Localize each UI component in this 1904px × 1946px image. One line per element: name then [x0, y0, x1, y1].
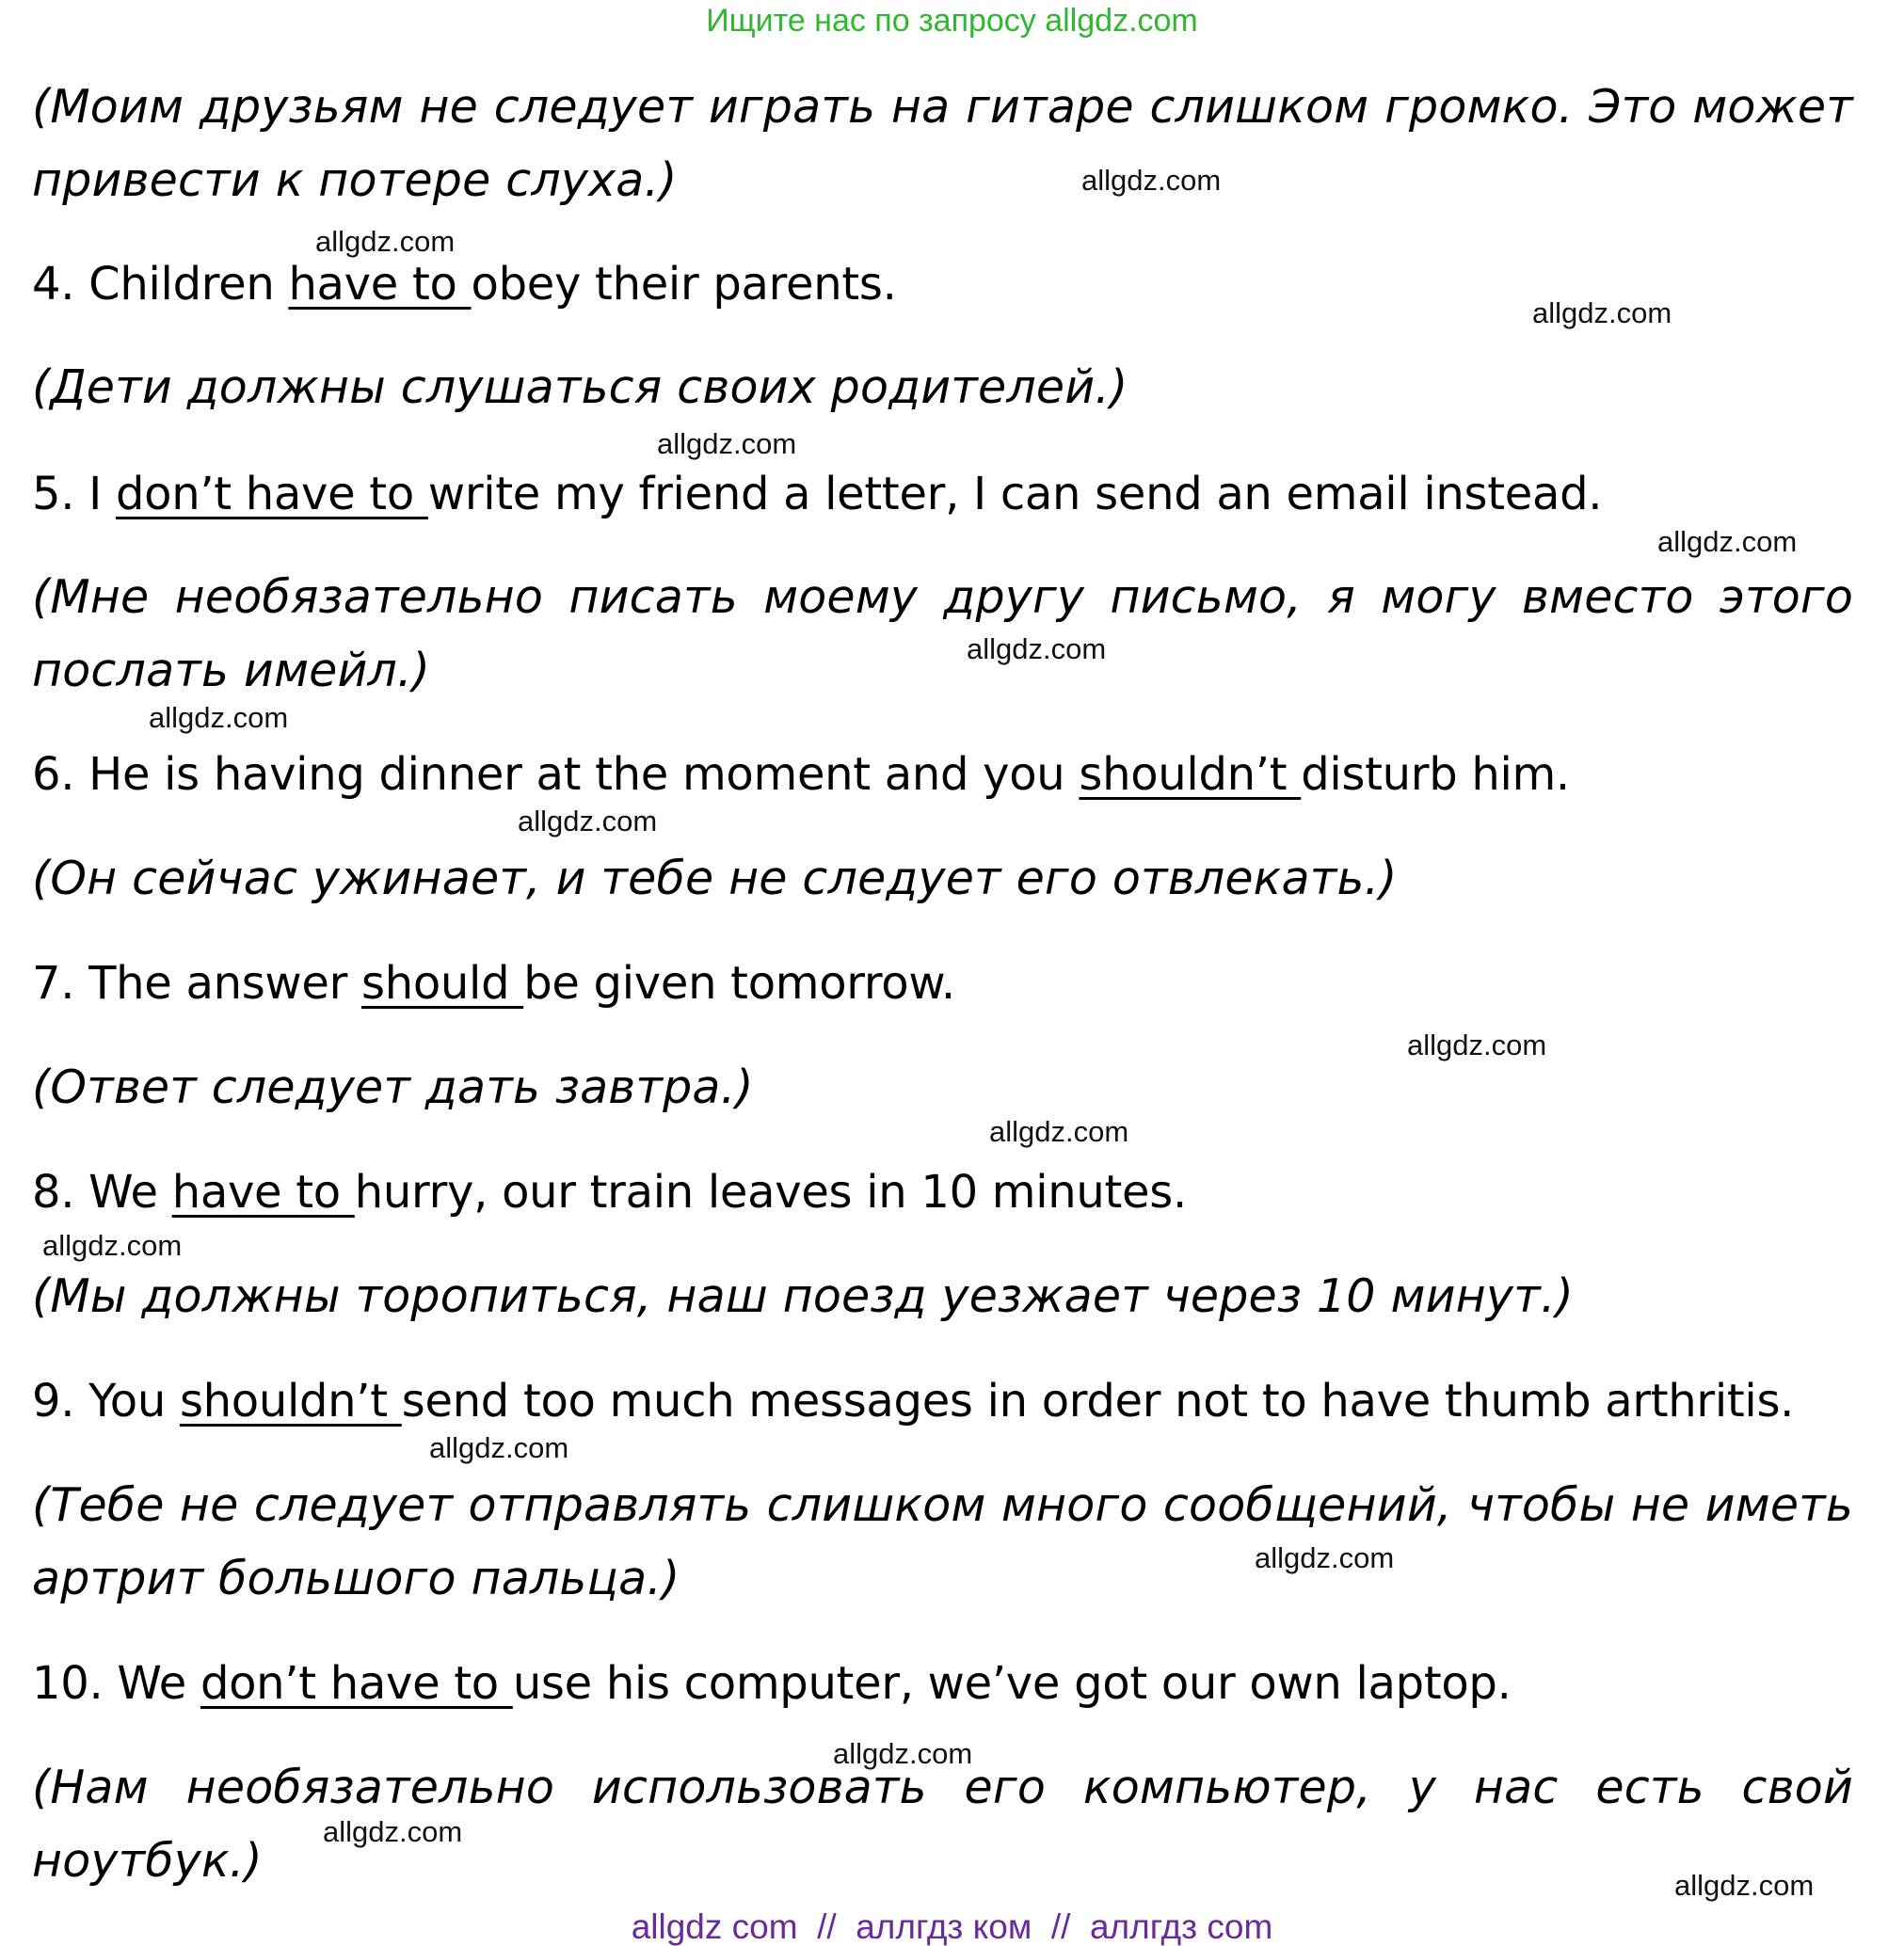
- sentence-7: [32, 955, 955, 1012]
- sentence-7-modal: should: [361, 957, 524, 1010]
- watermark: allgdz.com: [1255, 1541, 1395, 1574]
- sentence-10-start: 10. We: [32, 1657, 200, 1710]
- footer-watermark: allgdz com // аллгдз ком // аллгдз com: [631, 1907, 1273, 1946]
- watermark: allgdz.com: [149, 701, 289, 734]
- translation-6: (Он сейчас ужинает, и тебе не следует его отвлекать.): [32, 852, 1398, 905]
- sentence-10-modal: don’t have to: [200, 1657, 513, 1710]
- search-banner: Ищите нас по запросу allgdz.com: [706, 3, 1198, 39]
- translation-7: (Ответ следует дать завтра.): [32, 1061, 754, 1114]
- sentence-9-end: send too much messages in order not to have thumb arthritis.: [401, 1375, 1795, 1428]
- sentence-9-start: 9. You: [32, 1375, 180, 1428]
- translation-5-line-2: послать имейл.): [32, 644, 431, 697]
- watermark: allgdz.com: [657, 427, 797, 460]
- sentence-8: [32, 1164, 1187, 1220]
- translation-10-line-2: ноутбук.): [32, 1834, 263, 1888]
- translation-10-line-1: (Нам необязательно использовать его компьютер, у нас есть свой: [32, 1761, 1853, 1814]
- watermark: allgdz.com: [323, 1815, 463, 1848]
- sentence-8-end: hurry, our train leaves in 10 minutes.: [354, 1166, 1187, 1219]
- sentence-6-end: disturb him.: [1301, 748, 1570, 801]
- watermark: allgdz.com: [989, 1115, 1129, 1148]
- watermark: allgdz.com: [315, 225, 456, 258]
- sentence-10-end: use his computer, we’ve got our own laptop.: [512, 1657, 1512, 1710]
- watermark: allgdz.com: [1081, 164, 1222, 197]
- sentence-4-start: 4. Children: [32, 258, 289, 311]
- translation-9-line-1: (Тебе не следует отправлять слишком много сообщений, чтобы не иметь: [32, 1478, 1853, 1532]
- translation-3-line-2: привести к потере слуха.): [32, 153, 678, 207]
- watermark: allgdz.com: [1532, 296, 1672, 329]
- sentence-8-start: 8. We: [32, 1166, 172, 1219]
- watermark: allgdz.com: [429, 1431, 569, 1464]
- sentence-4-end: obey their parents.: [471, 258, 897, 311]
- watermark: allgdz.com: [42, 1229, 183, 1262]
- sentence-7-end: be given tomorrow.: [523, 957, 955, 1010]
- watermark: allgdz.com: [967, 632, 1107, 665]
- sentence-9-modal: shouldn’t: [179, 1375, 402, 1428]
- translation-8: (Мы должны торопиться, наш поезд уезжает через 10 минут.): [32, 1269, 1574, 1323]
- translation-3-line-1: (Моим друзьям не следует играть на гитаре слишком громко. Это может: [32, 80, 1853, 134]
- sentence-5-modal: don’t have to: [115, 468, 428, 520]
- sentence-5-start: 5. I: [32, 468, 116, 520]
- translation-4: (Дети должны слушаться своих родителей.): [32, 360, 1128, 414]
- sentence-5-end: write my friend a letter, I can send an email instead.: [427, 468, 1603, 520]
- watermark: allgdz.com: [1407, 1029, 1547, 1061]
- sentence-6: [32, 746, 1570, 803]
- watermark: allgdz.com: [518, 805, 658, 837]
- watermark: allgdz.com: [1674, 1869, 1815, 1902]
- sentence-6-start: 6. He is having dinner at the moment and you: [32, 748, 1080, 801]
- watermark: allgdz.com: [1657, 525, 1798, 558]
- sentence-7-start: 7. The answer: [32, 957, 362, 1010]
- sentence-10: [32, 1655, 1512, 1712]
- sentence-9: [32, 1373, 1794, 1429]
- sentence-4-modal: have to: [288, 258, 472, 311]
- translation-5-line-1: (Мне необязательно писать моему другу письмо, я могу вместо этого: [32, 570, 1853, 624]
- watermark: allgdz.com: [833, 1737, 973, 1770]
- sentence-4: [32, 256, 897, 312]
- sentence-5: [32, 466, 1602, 522]
- translation-9-line-2: артрит большого пальца.): [32, 1552, 680, 1605]
- sentence-6-modal: shouldn’t: [1079, 748, 1302, 801]
- sentence-8-modal: have to: [171, 1166, 355, 1219]
